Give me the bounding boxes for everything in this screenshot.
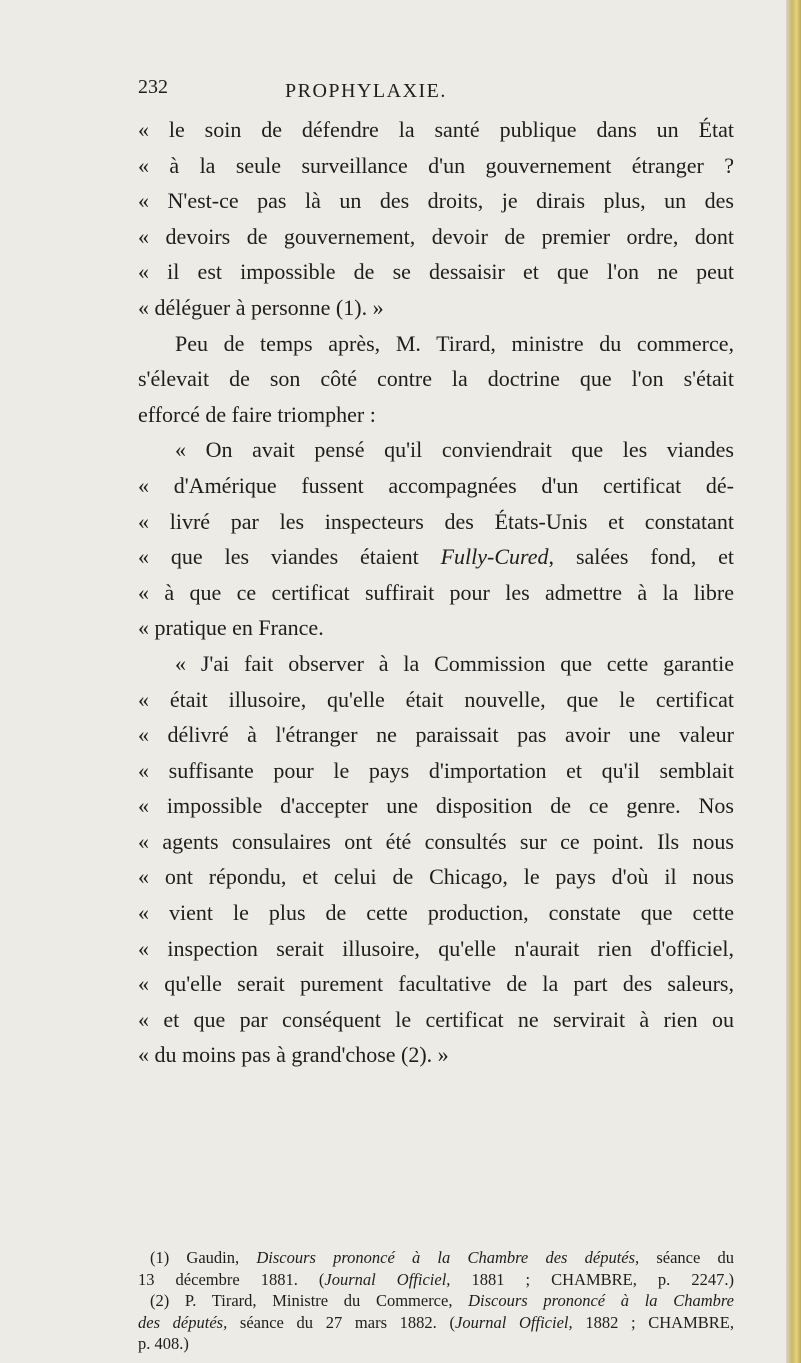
text-line: « livré par les inspecteurs des États-Unis et constatant bbox=[138, 508, 734, 534]
footnote-italic: Discours prononcé à la Chambre des députés, bbox=[256, 1248, 640, 1267]
text-line: « était illusoire, qu'elle était nouvelle, que le certificat bbox=[138, 686, 734, 712]
footnote-2-line: p. 408.) bbox=[138, 1334, 189, 1353]
footnote-italic: Journal Officiel, bbox=[324, 1269, 451, 1289]
text-line: « agents consulaires ont été consultés sur ce point. Ils nous bbox=[138, 828, 734, 854]
footnote-2-line bbox=[138, 1312, 734, 1334]
text-segment: « que les viandes étaient bbox=[138, 544, 419, 570]
text-line: « du moins pas à grand'chose (2). » bbox=[138, 1042, 449, 1068]
text-line: « à que ce certificat suffirait pour les admettre à la libre bbox=[138, 579, 734, 605]
footnote-text: 1882 ; CHAMBRE, bbox=[585, 1312, 734, 1332]
text-line: Peu de temps après, M. Tirard, ministre du commerce, bbox=[175, 330, 734, 356]
text-line: « N'est-ce pas là un des droits, je dirais plus, un des bbox=[138, 188, 734, 214]
footnote-text: (2) P. Tirard, Ministre du Commerce, bbox=[150, 1291, 453, 1310]
footnote-italic: Journal Officiel, bbox=[455, 1312, 573, 1332]
text-line: « déléguer à personne (1). » bbox=[138, 294, 384, 320]
text-line: « il est impossible de se dessaisir et que l'on ne peut bbox=[138, 259, 734, 285]
page-header bbox=[0, 76, 786, 108]
text-line: « impossible d'accepter une disposition de ce genre. Nos bbox=[138, 793, 734, 819]
footnote-1-line bbox=[138, 1247, 734, 1269]
text-line: s'élevait de son côté contre la doctrine que l'on s'était bbox=[138, 366, 734, 392]
text-line: « pratique en France. bbox=[138, 615, 324, 641]
text-line: « suffisante pour le pays d'importation et qu'il semblait bbox=[138, 757, 734, 783]
text-line: « inspection serait illusoire, qu'elle n'aurait rien d'officiel, bbox=[138, 935, 734, 961]
text-line: efforcé de faire triompher : bbox=[138, 401, 376, 427]
text-line: « à la seule surveillance d'un gouvernement étranger ? bbox=[138, 152, 734, 178]
text-line bbox=[138, 539, 734, 575]
text-line: « On avait pensé qu'il conviendrait que les viandes bbox=[175, 437, 734, 463]
text-line: « et que par conséquent le certificat ne servirait à rien ou bbox=[138, 1006, 734, 1032]
footnote-1-line bbox=[138, 1269, 734, 1291]
footnote-text: 1881 ; CHAMBRE, p. 2247.) bbox=[471, 1269, 734, 1289]
footnote-italic: des députés, bbox=[138, 1312, 228, 1332]
footnote-2-line bbox=[138, 1290, 734, 1312]
text-segment: , salées fond, et bbox=[548, 544, 735, 570]
text-line: « le soin de défendre la santé publique dans un État bbox=[138, 117, 734, 142]
footnote-text: séance du 27 mars 1882. ( bbox=[239, 1312, 455, 1332]
text-line: « devoirs de gouvernement, devoir de premier ordre, dont bbox=[138, 223, 734, 249]
text-line: « J'ai fait observer à la Commission que cette garantie bbox=[175, 650, 734, 676]
page-edge bbox=[786, 0, 801, 1363]
italic-term: Fully-Cured bbox=[440, 544, 549, 570]
footnote-italic: Discours prononcé à la Chambre bbox=[468, 1291, 734, 1310]
footnote-text: séance du bbox=[656, 1248, 734, 1267]
text-line: « qu'elle serait purement facultative de la part des saleurs, bbox=[138, 971, 734, 997]
text-line: « ont répondu, et celui de Chicago, le pays d'où il nous bbox=[138, 864, 734, 890]
text-line: « vient le plus de cette production, constate que cette bbox=[138, 900, 734, 926]
page-number: 232 bbox=[138, 76, 168, 98]
running-title: PROPHYLAXIE. bbox=[285, 80, 447, 102]
footnotes bbox=[138, 1247, 734, 1355]
body-text bbox=[138, 112, 734, 1073]
footnote-text: 13 décembre 1881. ( bbox=[138, 1269, 325, 1289]
footnote-text: (1) Gaudin, bbox=[150, 1248, 240, 1267]
text-line: « délivré à l'étranger ne paraissait pas avoir une valeur bbox=[138, 722, 734, 748]
text-line: « d'Amérique fussent accompagnées d'un certificat dé- bbox=[138, 472, 734, 498]
